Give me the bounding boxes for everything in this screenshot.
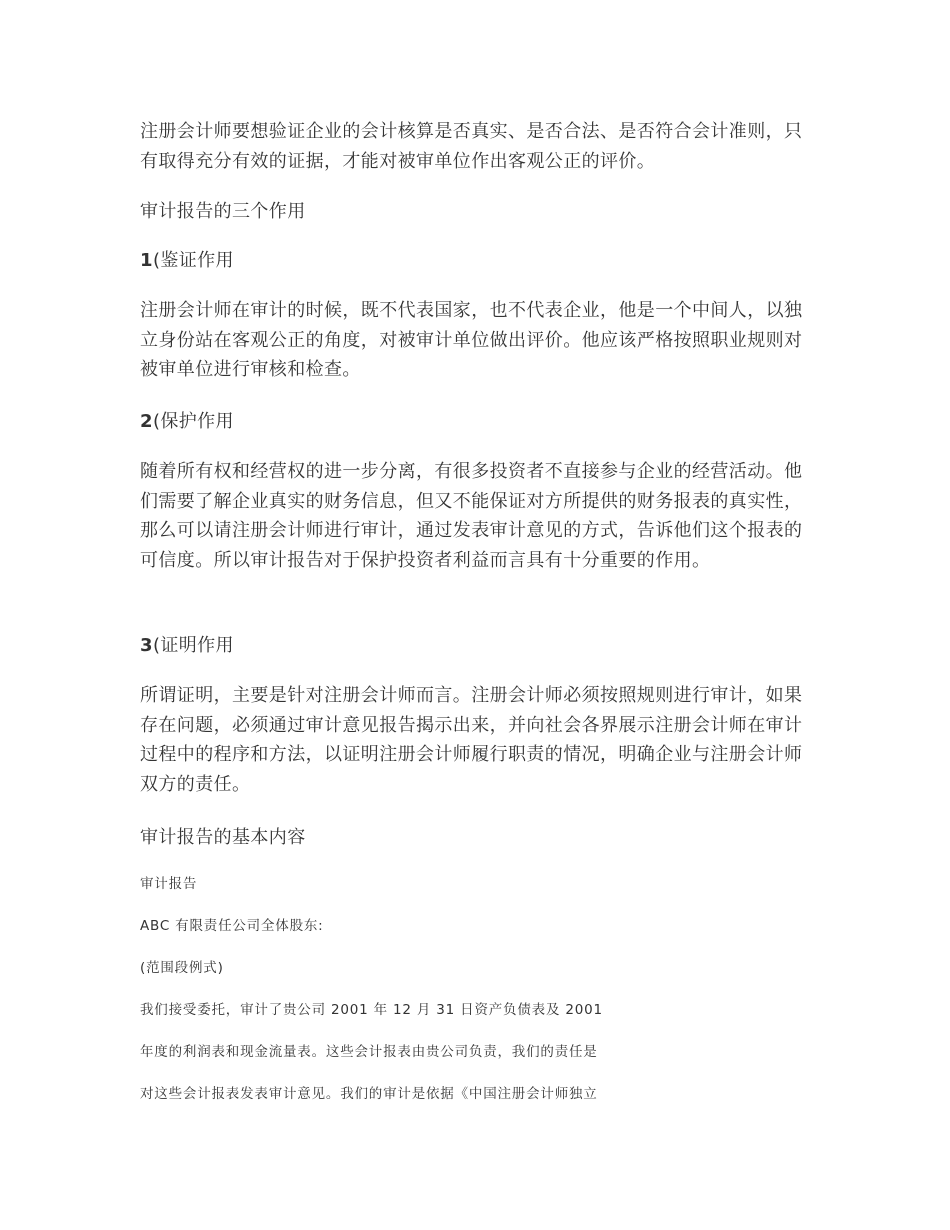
report-line: 对这些会计报表发表审计意见。我们的审计是依据《中国注册会计师独立	[140, 1086, 598, 1102]
role-3-heading	[140, 631, 810, 661]
role-2-body: 随着所有权和经营权的进一步分离，有很多投资者不直接参与企业的经营活动。他们需要了解企业真实的财务信息，但又不能保证对方所提供的财务报表的真实性，那么可以请注册会计师进行审计，通过发表审计意见的方式，告诉他们这个报表的可信度。所以审计报告对于保护投资者利益而言具有十分重要的作用。	[140, 461, 803, 571]
report-scope-note: (范围段例式)	[140, 960, 224, 976]
role-1-heading-text: (鉴证作用	[152, 250, 234, 271]
section-title-roles: 审计报告的三个作用	[140, 201, 306, 222]
role-2-number: 2	[140, 411, 153, 432]
section-title-content: 审计报告的基本内容	[140, 827, 306, 848]
report-addressee: ABC 有限责任公司全体股东:	[140, 918, 324, 934]
report-line: 年度的利润表和现金流量表。这些会计报表由贵公司负责，我们的责任是	[140, 1044, 598, 1060]
role-3-heading-text: (证明作用	[152, 635, 234, 656]
role-2-heading-text: (保护作用	[152, 411, 234, 432]
intro-paragraph: 注册会计师要想验证企业的会计核算是否真实、是否合法、是否符合会计准则，只有取得充分有效的证据，才能对被审单位作出客观公正的评价。	[140, 121, 803, 172]
role-1-body: 注册会计师在审计的时候，既不代表国家，也不代表企业，他是一个中间人，以独立身份站在客观公正的角度，对被审计单位做出评价。他应该严格按照职业规则对被审单位进行审核和检查。	[140, 300, 803, 380]
role-1-number: 1	[140, 250, 153, 271]
role-2-heading	[140, 407, 810, 437]
role-1-heading	[140, 246, 810, 276]
role-3-body: 所谓证明，主要是针对注册会计师而言。注册会计师必须按照规则进行审计，如果存在问题，必须通过审计意见报告揭示出来，并向社会各界展示注册会计师在审计过程中的程序和方法，以证明注册会计师履行职责的情况，明确企业与注册会计师双方的责任。	[140, 685, 803, 795]
role-3-number: 3	[140, 635, 153, 656]
report-line: 我们接受委托，审计了贵公司 2001 年 12 月 31 日资产负债表及 2001	[140, 1002, 603, 1018]
report-title: 审计报告	[140, 876, 198, 892]
